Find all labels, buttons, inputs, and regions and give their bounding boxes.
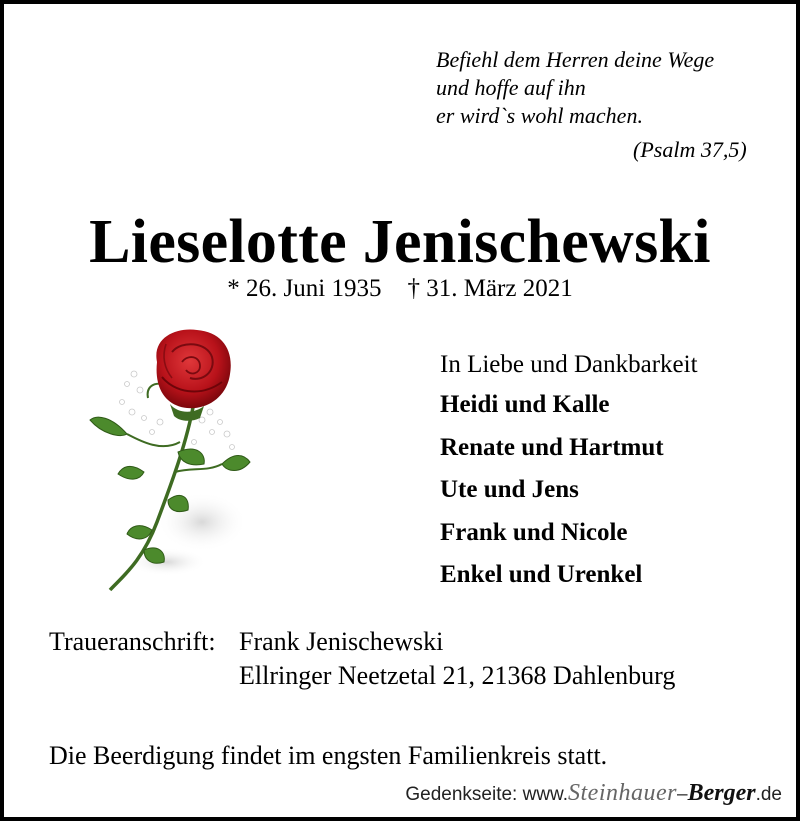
verse-line-3: er wird`s wohl machen. — [436, 103, 643, 128]
psalm-verse — [436, 46, 747, 162]
mourners-list — [440, 348, 698, 597]
verse-line-2: und hoffe auf ihn — [436, 75, 586, 100]
address-line-2: Ellringer Neetzetal 21, 21368 Dahlenburg — [239, 661, 676, 690]
address-label: Traueranschrift: — [49, 627, 216, 656]
mourning-address — [49, 625, 675, 693]
mourner-name: Enkel und Urenkel — [440, 561, 643, 588]
mourner-name: Heidi und Kalle — [440, 391, 610, 418]
mourner-name: Ute und Jens — [440, 476, 579, 503]
address-line-1: Frank Jenischewski — [239, 627, 444, 656]
brand-separator: – — [677, 784, 688, 805]
memorial-page-link[interactable] — [405, 778, 782, 810]
deceased-name: Lieselotte Jenischewski — [89, 208, 711, 276]
footer-suffix: .de — [755, 784, 782, 805]
mourner-name: Renate und Hartmut — [440, 433, 664, 461]
verse-source: (Psalm 37,5) — [633, 137, 747, 162]
verse-line-1: Befiehl dem Herren deine Wege — [436, 47, 715, 72]
life-dates — [4, 274, 796, 304]
death-date: † 31. März 2021 — [407, 275, 573, 302]
mourners-intro: In Liebe und Dankbarkeit — [440, 351, 698, 378]
red-rose-icon — [82, 322, 252, 602]
birth-date: * 26. Juni 1935 — [227, 275, 382, 302]
brand-steinhauer: Steinhauer — [568, 780, 677, 806]
mourner-name: Frank und Nicole — [440, 518, 628, 546]
brand-berger: Berger — [687, 780, 756, 806]
footer-prefix: Gedenkseite: www. — [405, 784, 569, 805]
funeral-note: Die Beerdigung findet im engsten Familienkreis statt. — [49, 741, 608, 770]
